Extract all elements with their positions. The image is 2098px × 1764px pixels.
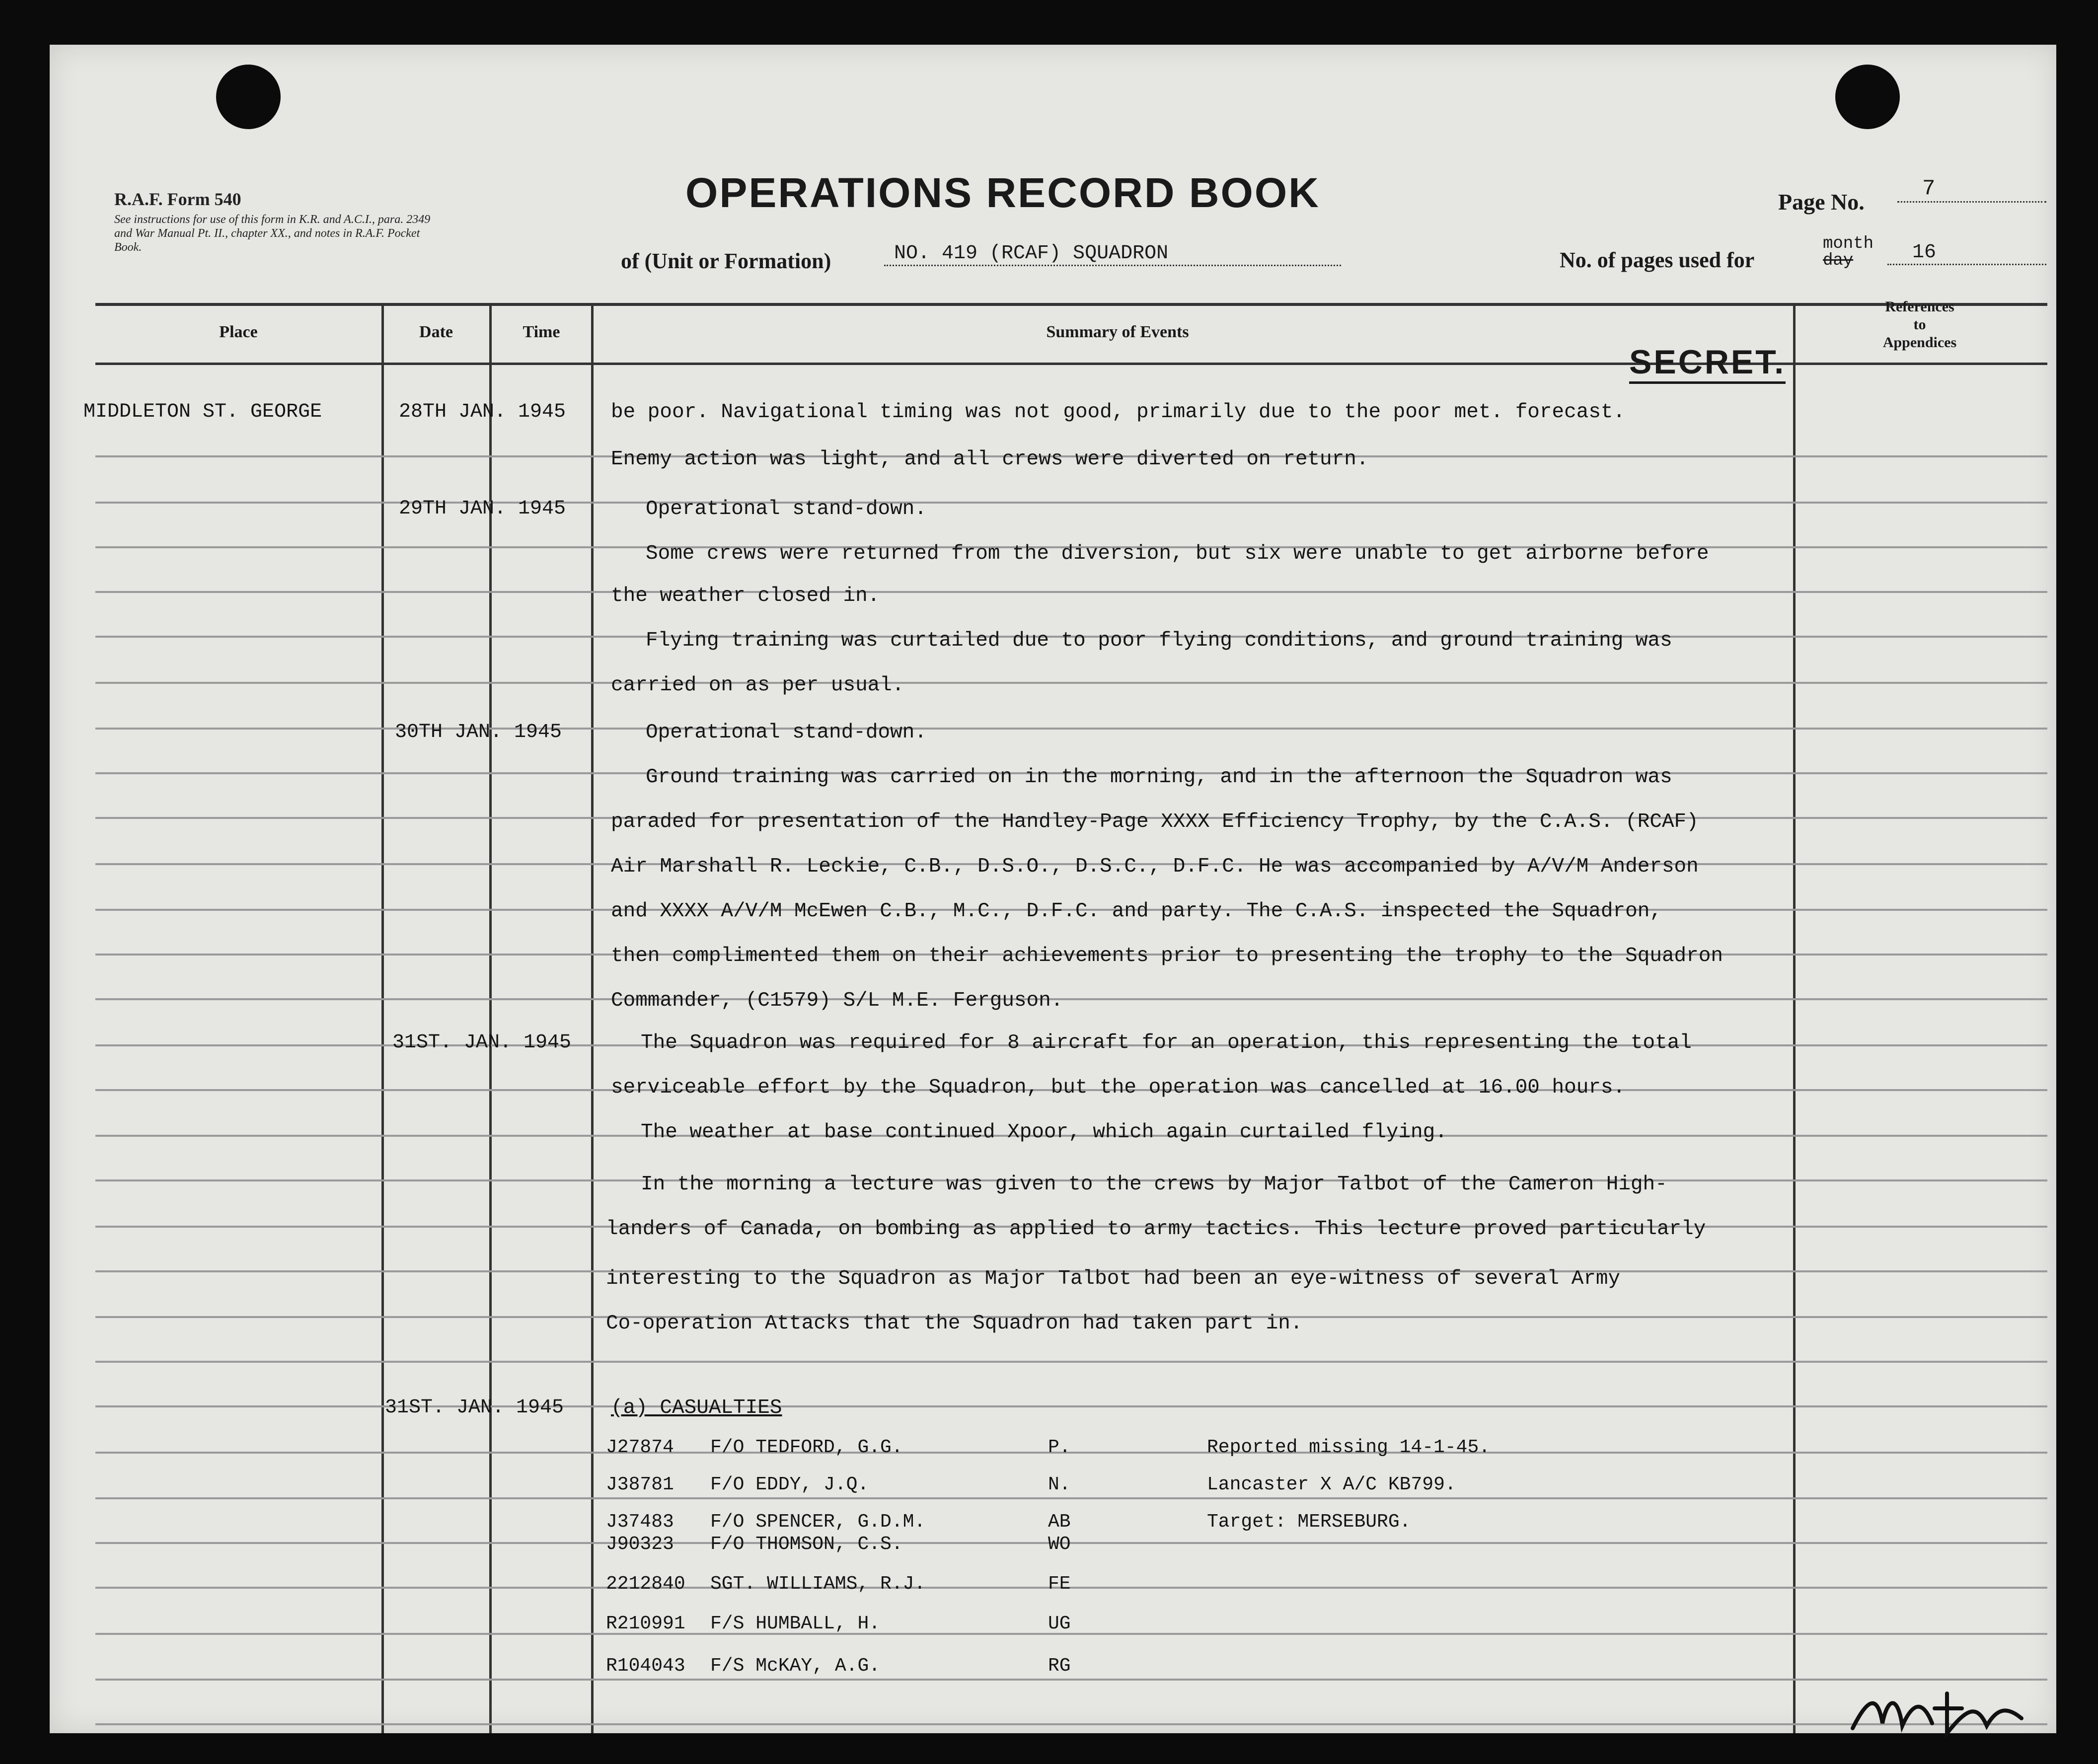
casualty-note: Target: MERSEBURG. xyxy=(1207,1511,1411,1533)
summary-line: landers of Canada, on bombing as applied to army tactics. This lecture proved particularly xyxy=(606,1218,1706,1241)
col-divider-summary xyxy=(591,303,594,1733)
summary-line: then complimented them on their achievements prior to presenting the trophy to the Squadron xyxy=(611,945,1723,967)
summary-line: Enemy action was light, and all crews were diverted on return. xyxy=(611,448,1369,471)
casualty-service-number: J38781 xyxy=(606,1474,674,1495)
summary-line: Ground training was carried on in the morning, and in the afternoon the Squadron was xyxy=(646,766,1672,789)
ruled-line xyxy=(95,1633,2047,1635)
page-title: OPERATIONS RECORD BOOK xyxy=(685,169,1320,216)
date-30-jan: 30TH JAN. 1945 xyxy=(395,721,562,743)
summary-line: paraded for presentation of the Handley-Page XXXX Efficiency Trophy, by the C.A.S. (RCAF) xyxy=(611,810,1699,833)
casualty-service-number: R210991 xyxy=(606,1613,685,1634)
pages-used-period xyxy=(1823,235,1873,269)
form-number-block xyxy=(114,189,432,254)
summary-line: Air Marshall R. Leckie, C.B., D.S.O., D.S.C., D.F.C. He was accompanied by A/V/M Anderson xyxy=(611,855,1699,878)
form-instructions: See instructions for use of this form in K.R. and A.C.I., para. 2349 and War Manual Pt. II., chapter XX., and notes in R.A.F. Pocket Book. xyxy=(114,213,431,254)
ruled-line xyxy=(95,1679,2047,1681)
unit-label: of (Unit or Formation) xyxy=(621,249,831,273)
casualty-service-number: 2212840 xyxy=(606,1573,685,1595)
casualty-note: Reported missing 14-1-45. xyxy=(1207,1437,1491,1458)
date-31-jan-casualties: 31ST. JAN. 1945 xyxy=(385,1396,564,1419)
ruled-line xyxy=(95,1723,2047,1725)
date-29-jan: 29TH JAN. 1945 xyxy=(399,498,566,520)
page-number-value: 7 xyxy=(1897,176,2046,203)
casualty-name: F/S HUMBALL, H. xyxy=(710,1613,881,1634)
casualty-name: F/S McKAY, A.G. xyxy=(710,1655,881,1677)
casualty-name: F/O EDDY, J.Q. xyxy=(710,1474,869,1495)
summary-line: carried on as per usual. xyxy=(611,674,904,697)
summary-line: serviceable effort by the Squadron, but the operation was cancelled at 16.00 hours. xyxy=(611,1076,1626,1099)
casualty-role: RG xyxy=(1048,1655,1071,1677)
ruled-line xyxy=(95,728,2047,730)
casualty-role: UG xyxy=(1048,1613,1071,1634)
summary-line: the weather closed in. xyxy=(611,585,880,607)
secret-stamp: SECRET. xyxy=(1629,343,1786,384)
casualty-role: N. xyxy=(1048,1474,1071,1495)
casualty-role: P. xyxy=(1048,1437,1071,1458)
casualty-role: AB xyxy=(1048,1511,1071,1533)
unit-value: NO. 419 (RCAF) SQUADRON xyxy=(884,242,1341,266)
summary-line: be poor. Navigational timing was not good, primarily due to the poor met. forecast. xyxy=(611,401,1626,424)
summary-line: Commander, (C1579) S/L M.E. Ferguson. xyxy=(611,989,1063,1012)
col-header-summary: Summary of Events xyxy=(1046,323,1189,341)
casualty-service-number: J37483 xyxy=(606,1511,674,1533)
ruled-line xyxy=(95,1497,2047,1499)
pages-used-value: 16 xyxy=(1887,241,2046,265)
ruled-line xyxy=(95,591,2047,593)
col-header-references-1: References xyxy=(1885,298,1954,315)
casualty-name: F/O TEDFORD, G.G. xyxy=(710,1437,903,1458)
casualty-service-number: R104043 xyxy=(606,1655,685,1677)
casualty-service-number: J27874 xyxy=(606,1437,674,1458)
ruled-line xyxy=(95,1361,2047,1363)
summary-line: Flying training was curtailed due to poor flying conditions, and ground training was xyxy=(646,629,1672,652)
date-28-jan: 28TH JAN. 1945 xyxy=(399,401,566,423)
date-31-jan: 31ST. JAN. 1945 xyxy=(392,1031,572,1054)
summary-line: Operational stand-down. xyxy=(646,721,927,744)
casualty-name: F/O SPENCER, G.D.M. xyxy=(710,1511,926,1533)
casualty-role: WO xyxy=(1048,1534,1071,1555)
summary-line: The weather at base continued Xpoor, which again curtailed flying. xyxy=(641,1121,1447,1144)
summary-line: interesting to the Squadron as Major Talbot had been an eye-witness of several Army xyxy=(606,1267,1621,1290)
handwritten-initials xyxy=(1848,1679,2026,1743)
pages-used-month: month xyxy=(1823,234,1874,253)
col-header-references-2: to xyxy=(1913,316,1926,333)
form-number: R.A.F. Form 540 xyxy=(114,189,241,209)
ruled-line xyxy=(95,502,2047,504)
col-header-place: Place xyxy=(219,323,258,341)
casualty-name: SGT. WILLIAMS, R.J. xyxy=(710,1573,926,1595)
summary-line: and XXXX A/V/M McEwen C.B., M.C., D.F.C. and party. The C.A.S. inspected the Squadron, xyxy=(611,900,1662,923)
ruled-line xyxy=(95,682,2047,684)
pages-used-label: No. of pages used for xyxy=(1560,248,1755,272)
summary-line: Some crews were returned from the diversion, but six were unable to get airborne before xyxy=(646,542,1709,565)
casualties-heading: (a) CASUALTIES xyxy=(611,1396,782,1419)
col-header-references-3: Appendices xyxy=(1882,334,1957,351)
page-number-label: Page No. xyxy=(1778,189,1865,215)
col-divider-refs xyxy=(1793,303,1796,1733)
casualty-note: Lancaster X A/C KB799. xyxy=(1207,1474,1456,1495)
summary-line: Operational stand-down. xyxy=(646,498,927,520)
summary-line: Co-operation Attacks that the Squadron had taken part in. xyxy=(606,1312,1303,1335)
table-top-border xyxy=(95,303,2047,306)
ruled-line xyxy=(95,1542,2047,1544)
binder-hole-right xyxy=(1835,65,1900,129)
place-entry: MIDDLETON ST. GEORGE xyxy=(83,401,322,423)
record-sheet xyxy=(50,45,2056,1733)
casualty-service-number: J90323 xyxy=(606,1534,674,1555)
binder-hole-left xyxy=(216,65,281,129)
ruled-line xyxy=(95,1452,2047,1454)
col-header-time: Time xyxy=(523,323,560,341)
pages-used-struck: day xyxy=(1823,251,1854,270)
ruled-line xyxy=(95,1587,2047,1589)
ruled-line xyxy=(95,998,2047,1000)
casualty-role: FE xyxy=(1048,1573,1071,1595)
summary-line: In the morning a lecture was given to the crews by Major Talbot of the Cameron High- xyxy=(641,1173,1667,1196)
col-header-references xyxy=(1796,298,2044,352)
casualty-name: F/O THOMSON, C.S. xyxy=(710,1534,903,1555)
col-divider-date xyxy=(381,303,384,1733)
col-header-date: Date xyxy=(419,323,453,341)
summary-line: The Squadron was required for 8 aircraft for an operation, this representing the total xyxy=(641,1031,1692,1054)
